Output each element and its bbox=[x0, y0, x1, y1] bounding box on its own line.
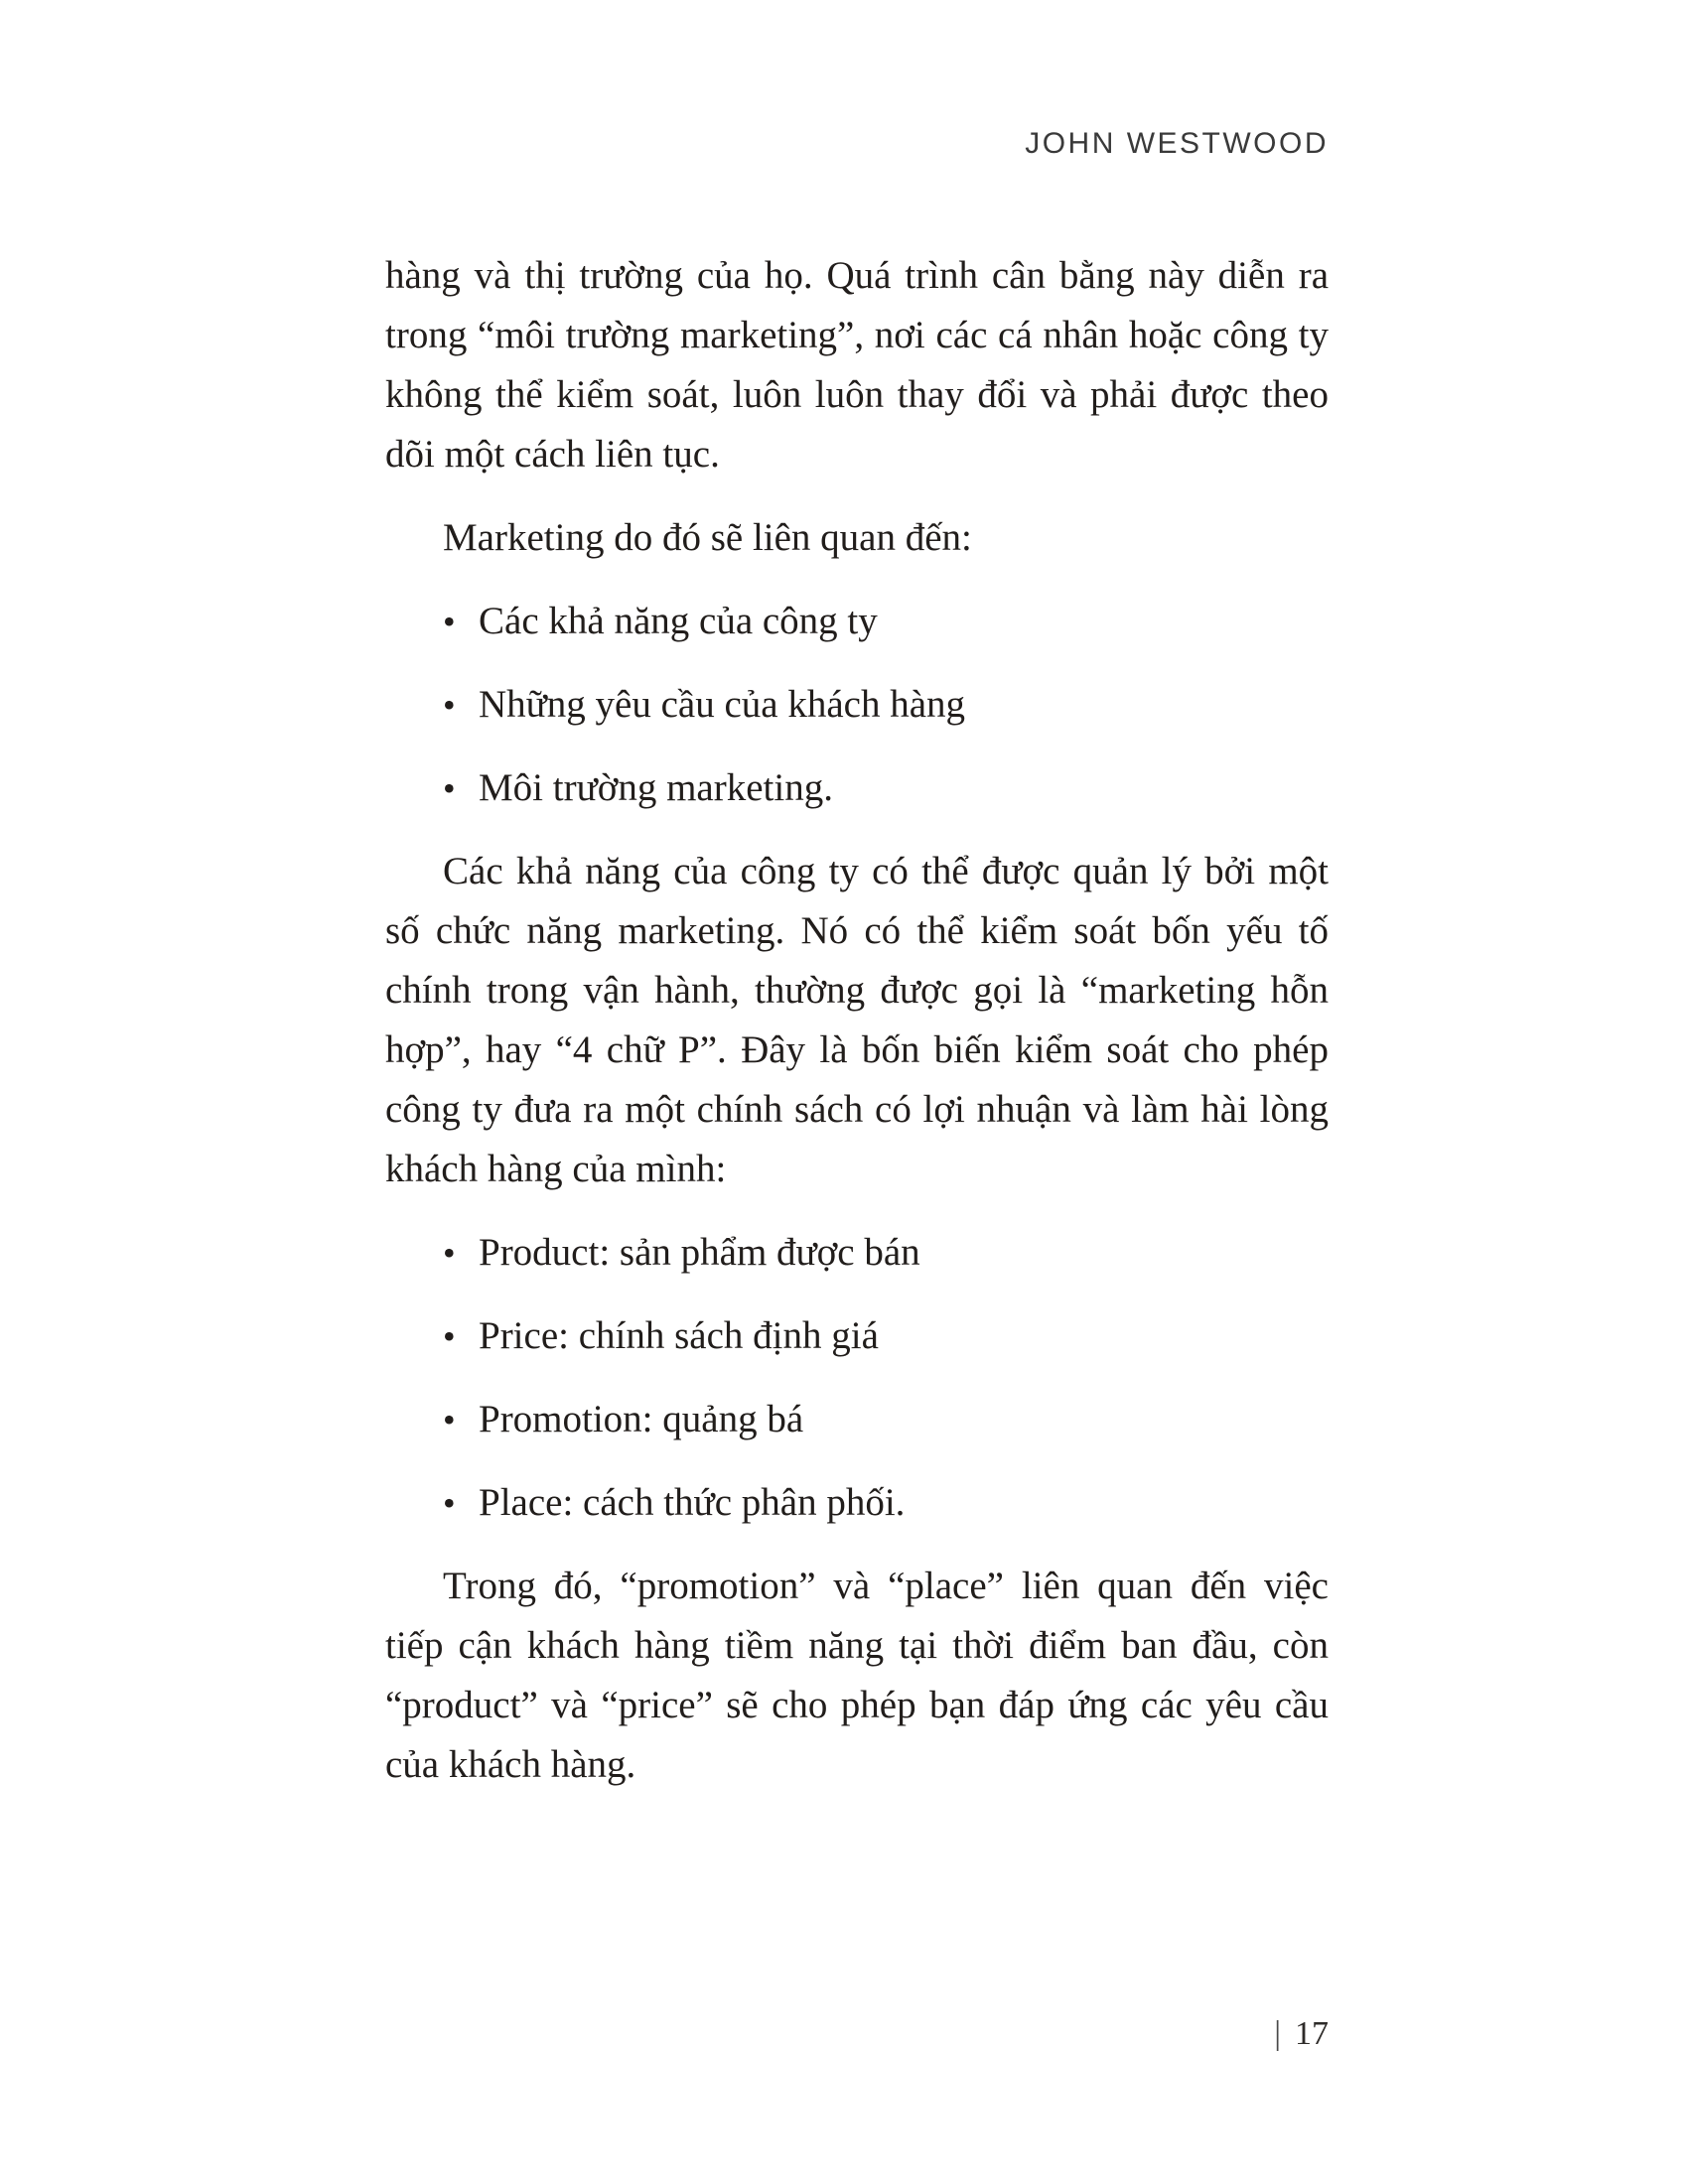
list-item bbox=[443, 1306, 1329, 1366]
bullet-icon: • bbox=[443, 1483, 456, 1523]
bullet-icon: • bbox=[443, 768, 456, 808]
list-item-text: Promotion: quảng bá bbox=[479, 1398, 804, 1440]
page-number-value: 17 bbox=[1295, 2015, 1329, 2052]
list-item-text: Các khả năng của công ty bbox=[479, 600, 878, 642]
page-body bbox=[385, 246, 1329, 1819]
bullet-icon: • bbox=[443, 1233, 456, 1273]
bullet-icon: • bbox=[443, 602, 456, 641]
bullet-icon: • bbox=[443, 685, 456, 725]
running-header-author: JOHN WESTWOOD bbox=[1025, 127, 1329, 160]
list-item bbox=[443, 1390, 1329, 1449]
list-item bbox=[443, 675, 1329, 735]
list-item bbox=[443, 758, 1329, 818]
bullet-icon: • bbox=[443, 1316, 456, 1356]
list-item-text: Môi trường marketing. bbox=[479, 766, 833, 809]
paragraph-capabilities: Các khả năng của công ty có thể được quản lý bởi một số chức năng marketing. Nó có thể kiểm soát bốn yếu tố chính trong vận hành, thường được gọi là “marketing hỗn hợp”, hay “4 chữ P”. Đây là bốn biến kiểm soát cho phép công ty đưa ra một chính sách có lợi nhuận và làm hài lòng khách hàng của mình: bbox=[385, 850, 1329, 1190]
paragraph-conclusion: Trong đó, “promotion” và “place” liên quan đến việc tiếp cận khách hàng tiềm năng tại thời điểm ban đầu, còn “product” và “price” sẽ cho phép bạn đáp ứng các yêu cầu của khách hàng. bbox=[385, 1565, 1329, 1786]
list-item-text: Product: sản phẩm được bán bbox=[479, 1231, 920, 1274]
page-number-separator: | bbox=[1274, 2015, 1281, 2052]
bullet-list-four-ps bbox=[385, 1223, 1329, 1533]
list-item-text: Những yêu cầu của khách hàng bbox=[479, 683, 966, 726]
list-item-text: Price: chính sách định giá bbox=[479, 1314, 879, 1357]
list-item-text: Place: cách thức phân phối. bbox=[479, 1481, 906, 1524]
list-item bbox=[443, 1223, 1329, 1283]
page-number bbox=[385, 2015, 1329, 2053]
paragraph-intro: hàng và thị trường của họ. Quá trình cân bằng này diễn ra trong “môi trường marketing”, nơi các cá nhân hoặc công ty không thể kiểm soát, luôn luôn thay đổi và phải được theo dõi một cách liên tục. bbox=[385, 254, 1329, 476]
list-item bbox=[443, 1473, 1329, 1533]
paragraph-marketing-involves: Marketing do đó sẽ liên quan đến: bbox=[443, 516, 972, 559]
bullet-list-involves bbox=[385, 592, 1329, 818]
list-item bbox=[443, 592, 1329, 651]
bullet-icon: • bbox=[443, 1400, 456, 1439]
